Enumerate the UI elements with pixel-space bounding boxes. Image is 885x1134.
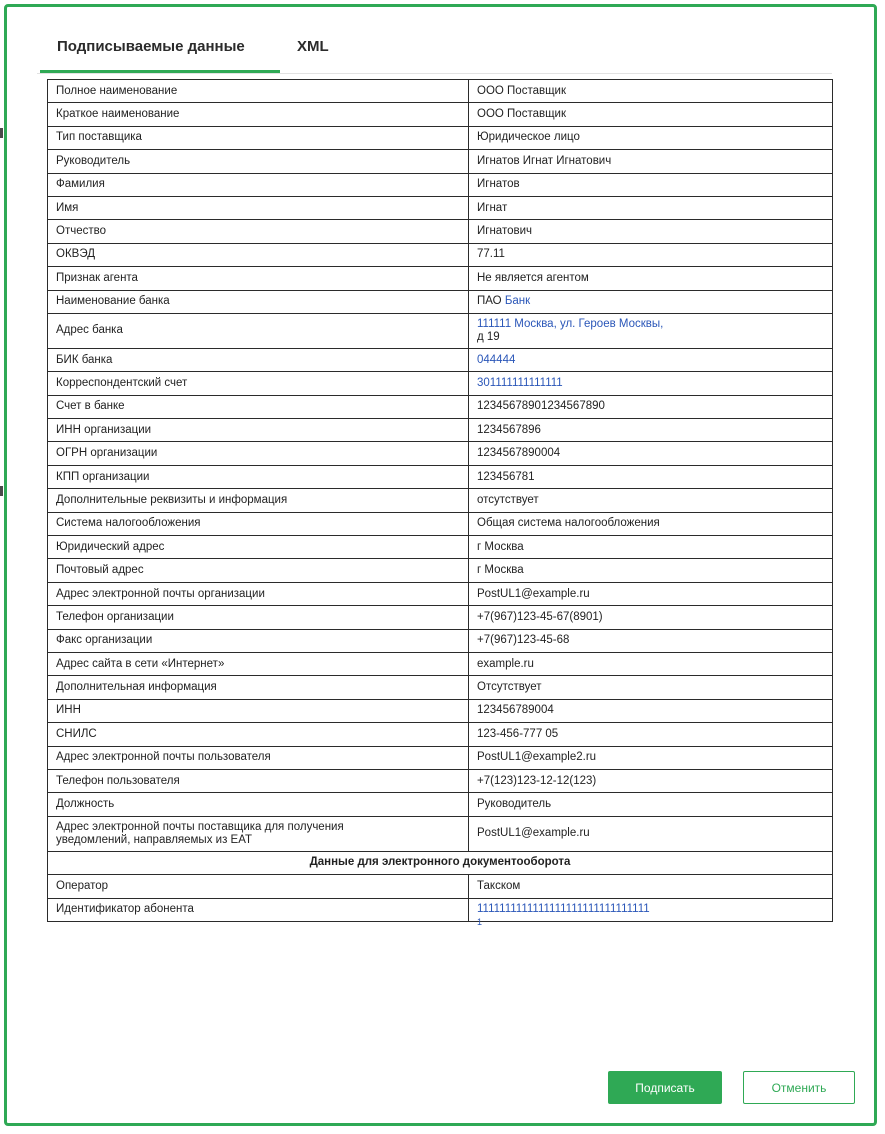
row-key (48, 290, 469, 313)
row-value (469, 606, 833, 629)
row-value-text: 111111 Москва, ул. Героев Москвы, (477, 317, 664, 330)
row-key-text: Система налогообложения (56, 517, 201, 530)
row-value (469, 196, 833, 219)
table-row (48, 348, 833, 371)
row-key (48, 419, 469, 442)
row-value-text-line2: д 19 (477, 330, 500, 343)
row-key (48, 126, 469, 149)
table-row (48, 536, 833, 559)
row-key (48, 746, 469, 769)
row-key (48, 80, 469, 103)
row-key (48, 313, 469, 348)
row-value (469, 372, 833, 395)
row-value (469, 723, 833, 746)
row-key-text: КПП организации (56, 470, 150, 483)
row-key (48, 536, 469, 559)
row-value-text: отсутствует (477, 493, 539, 506)
row-key-text: Полное наименование (56, 84, 178, 97)
tab-signed-data[interactable]: Подписываемые данные (40, 35, 280, 69)
table-row (48, 126, 833, 149)
row-value-text: example.ru (477, 657, 534, 670)
row-value-text: Игнатович (477, 225, 533, 238)
row-key (48, 769, 469, 792)
row-value (469, 267, 833, 290)
row-key-text: Корреспондентский счет (56, 376, 188, 389)
row-key (48, 243, 469, 266)
row-key (48, 816, 469, 851)
row-key (48, 559, 469, 582)
row-key-text: Тип поставщика (56, 131, 142, 144)
table-row (48, 465, 833, 488)
row-value-text: Игнат (477, 201, 508, 214)
signed-data-table (47, 79, 833, 927)
row-key (48, 196, 469, 219)
row-key-text: Дополнительная информация (56, 681, 217, 694)
row-value-text: 301111111111111 (477, 376, 563, 389)
table-row (48, 629, 833, 652)
section-title: Данные для электронного документооборота (48, 851, 833, 874)
subscriber-id-text: 1111111111111111111111111111111 (477, 903, 650, 916)
row-value (469, 875, 833, 898)
tab-xml[interactable]: XML (297, 38, 329, 55)
row-value-text: +7(123)123-12-12(123) (477, 774, 597, 787)
table-row (48, 723, 833, 746)
row-value-text: 123-456-777 05 (477, 727, 559, 740)
row-key (48, 150, 469, 173)
table-row (48, 652, 833, 675)
row-value (469, 898, 833, 927)
row-value (469, 442, 833, 465)
row-value (469, 769, 833, 792)
row-key-text: Юридический адрес (56, 540, 165, 553)
row-value (469, 313, 833, 348)
row-key-text: Телефон организации (56, 610, 174, 623)
subscriber-id-overflow: 1 (477, 916, 483, 927)
row-value (469, 793, 833, 816)
row-key (48, 582, 469, 605)
row-value-text: 044444 (477, 353, 516, 366)
section-header-row (48, 851, 833, 874)
sign-button[interactable]: Подписать (608, 1071, 722, 1104)
row-key-text: Имя (56, 201, 79, 214)
row-value (469, 512, 833, 535)
row-value-text: PostUL1@example.ru (477, 827, 590, 840)
table-row (48, 676, 833, 699)
row-value-text: Игнатов (477, 178, 520, 191)
row-value-text: Юридическое лицо (477, 131, 580, 144)
table-row (48, 769, 833, 792)
row-value-text: Такском (477, 879, 521, 892)
row-key-text: Адрес электронной почты организации (56, 587, 265, 600)
table-row (48, 898, 833, 921)
left-edge-mark (0, 486, 3, 496)
table-row (48, 196, 833, 219)
row-key (48, 723, 469, 746)
row-value-text: Не является агентом (477, 271, 589, 284)
table-row (48, 80, 833, 103)
table-row (48, 150, 833, 173)
table-row (48, 243, 833, 266)
row-key (48, 220, 469, 243)
row-key (48, 676, 469, 699)
row-value (469, 103, 833, 126)
row-key-text: ОКВЭД (56, 248, 95, 261)
row-key-text: Телефон пользователя (56, 774, 180, 787)
row-key (48, 103, 469, 126)
row-key (48, 267, 469, 290)
row-value (469, 126, 833, 149)
row-value (469, 150, 833, 173)
row-value-text: +7(967)123-45-68 (477, 634, 570, 647)
table-row (48, 582, 833, 605)
row-value-text: Игнатов Игнат Игнатович (477, 154, 612, 167)
row-key (48, 699, 469, 722)
row-key-text: Отчество (56, 225, 106, 238)
row-value-text: г Москва (477, 540, 524, 553)
row-value (469, 699, 833, 722)
row-value (469, 676, 833, 699)
row-value (469, 582, 833, 605)
row-value-text: PostUL1@example2.ru (477, 751, 597, 764)
row-key-text: Оператор (56, 879, 109, 892)
table-row (48, 559, 833, 582)
row-value-text: Отсутствует (477, 681, 542, 694)
table-row (48, 512, 833, 535)
table-row (48, 699, 833, 722)
row-value (469, 816, 833, 851)
row-value-text: PostUL1@example.ru (477, 587, 590, 600)
tab-bar (37, 35, 832, 74)
row-key-text: ИНН (56, 704, 81, 717)
row-key-text: ИНН организации (56, 423, 152, 436)
row-key-text: Адрес электронной почты пользователя (56, 751, 271, 764)
table-row (48, 746, 833, 769)
row-key-text: Адрес сайта в сети «Интернет» (56, 657, 225, 670)
table-row (48, 267, 833, 290)
row-key-text-line2: уведомлений, направляемых из ЕАТ (56, 833, 252, 846)
row-key (48, 395, 469, 418)
row-key-text: Руководитель (56, 154, 131, 167)
row-value-text: ПАО (477, 295, 502, 308)
row-value-text: г Москва (477, 564, 524, 577)
row-key (48, 652, 469, 675)
row-key (48, 629, 469, 652)
row-value-text: +7(967)123-45-67(8901) (477, 610, 603, 623)
row-value (469, 395, 833, 418)
table-row (48, 419, 833, 442)
row-value-text: ООО Поставщик (477, 84, 567, 97)
row-value (469, 559, 833, 582)
table-row (48, 290, 833, 313)
row-value-text: Общая система налогообложения (477, 517, 660, 530)
row-value-text: 77.11 (477, 248, 505, 261)
row-key (48, 875, 469, 898)
row-value (469, 489, 833, 512)
row-value (469, 348, 833, 371)
row-value (469, 652, 833, 675)
row-value (469, 536, 833, 559)
row-value (469, 465, 833, 488)
row-key-text: Почтовый адрес (56, 564, 144, 577)
row-key (48, 898, 469, 921)
row-key-text: Краткое наименование (56, 108, 180, 121)
row-value-text: 123456781 (477, 470, 535, 483)
table-row (48, 816, 833, 851)
row-key-text: СНИЛС (56, 727, 97, 740)
row-key-text: БИК банка (56, 353, 113, 366)
table-row (48, 220, 833, 243)
row-key (48, 442, 469, 465)
table-row (48, 372, 833, 395)
row-value (469, 290, 833, 313)
table-row (48, 442, 833, 465)
table-row (48, 875, 833, 898)
table-row (48, 313, 833, 348)
bank-name-link: Банк (504, 295, 531, 308)
left-edge-mark (0, 128, 3, 138)
row-value-text: 123456789004 (477, 704, 554, 717)
row-value-text: ООО Поставщик (477, 108, 567, 121)
row-key (48, 793, 469, 816)
row-key-text: Идентификатор абонента (56, 903, 194, 916)
row-key-text: Счет в банке (56, 400, 125, 413)
row-key (48, 465, 469, 488)
table-row (48, 395, 833, 418)
row-value (469, 419, 833, 442)
row-value (469, 629, 833, 652)
cancel-button[interactable]: Отменить (743, 1071, 855, 1104)
row-value-text: 12345678901234567890 (477, 400, 605, 413)
row-key (48, 489, 469, 512)
row-value (469, 80, 833, 103)
row-value (469, 746, 833, 769)
row-key-text: Адрес банка (56, 324, 123, 337)
row-key (48, 606, 469, 629)
row-key-text: Должность (56, 798, 115, 811)
row-value (469, 220, 833, 243)
row-value-text: 1234567890004 (477, 447, 561, 460)
row-key-text: Признак агента (56, 271, 138, 284)
row-key (48, 512, 469, 535)
row-value (469, 243, 833, 266)
row-value-text: 1234567896 (477, 423, 541, 436)
row-key-text: Адрес электронной почты поставщика для получения (56, 820, 344, 833)
row-key-text: Дополнительные реквизиты и информация (56, 493, 288, 506)
table-row (48, 489, 833, 512)
row-key-text: Факс организации (56, 634, 153, 647)
row-key-text: ОГРН организации (56, 447, 158, 460)
table-row (48, 173, 833, 196)
row-value (469, 173, 833, 196)
row-key (48, 348, 469, 371)
row-key (48, 372, 469, 395)
row-value-text: Руководитель (477, 798, 552, 811)
table-row (48, 103, 833, 126)
row-key-text: Наименование банка (56, 295, 170, 308)
table-row (48, 793, 833, 816)
row-key-text: Фамилия (56, 178, 105, 191)
table-row (48, 606, 833, 629)
row-key (48, 173, 469, 196)
